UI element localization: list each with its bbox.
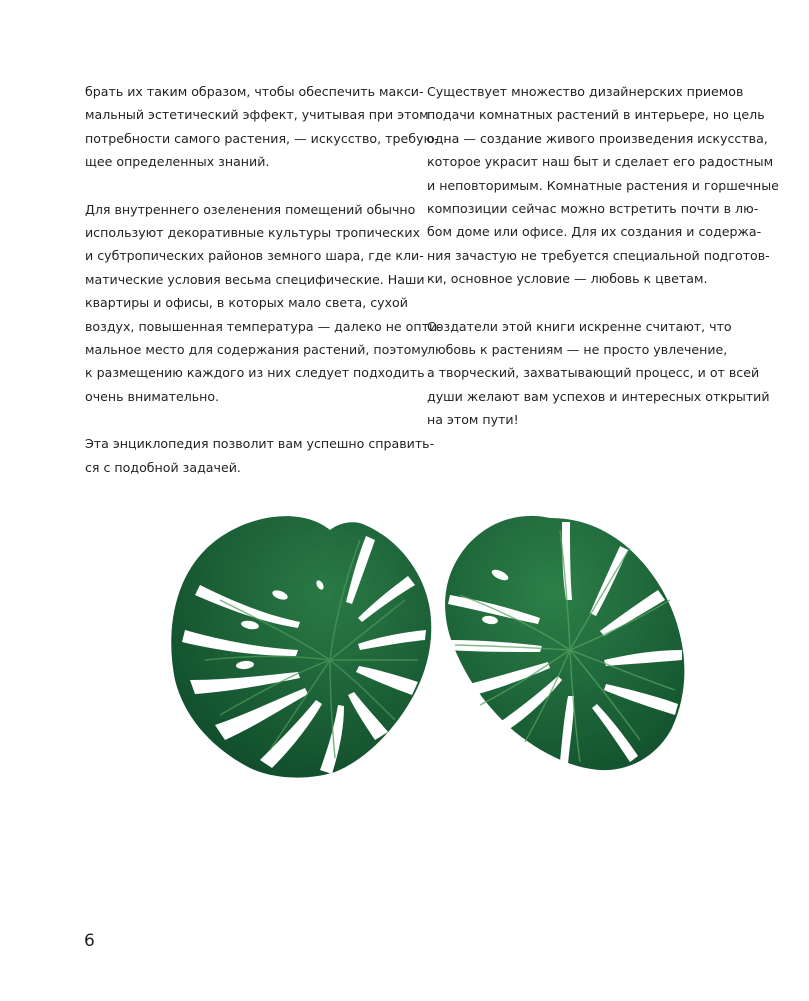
paragraph (85, 198, 442, 409)
text-line: мальное место для содержания растений, поэтому (85, 342, 429, 358)
page-number: 6 (84, 931, 95, 951)
text-line: на этом пути! (427, 412, 519, 428)
text-line: Существует множество дизайнерских приемов (427, 84, 744, 99)
text-line: любовь к растениям — не просто увлечение, (427, 342, 728, 358)
text-line: одна — создание живого произведения искусства, (427, 130, 768, 146)
text-column-right (427, 80, 779, 456)
text-line: используют декоративные культуры тропических (85, 225, 421, 241)
paragraph (427, 315, 770, 432)
text-line: которое украсит наш быт и сделает его радостным (427, 154, 774, 170)
text-line: и субтропических районов земного шара, где кли- (85, 248, 424, 264)
text-line: композиции сейчас можно встретить почти в лю- (427, 201, 759, 217)
paragraph (85, 432, 435, 479)
monstera-leaf-icon (171, 516, 431, 777)
text-line: к размещению каждого из них следует подходить (85, 365, 425, 381)
text-line: Эта энциклопедия позволит вам успешно справить- (85, 436, 435, 452)
text-line: матические условия весьма специфические. Наши (85, 271, 425, 287)
text-line: ся с подобной задачей. (85, 459, 241, 475)
text-line: квартиры и офисы, в которых мало света, сухой (85, 295, 408, 311)
text-line: мальный эстетический эффект, учитывая при этом (85, 107, 429, 123)
text-line: воздух, повышенная температура — далеко не опти- (85, 318, 442, 334)
paragraph (427, 80, 779, 291)
text-line: Создатели этой книги искренне считают, что (427, 318, 732, 334)
text-line: Для внутреннего озеленения помещений обычно (85, 201, 416, 217)
text-line: брать их таким образом, чтобы обеспечить макси- (85, 84, 424, 99)
text-line: потребности самого растения, — искусство, требую- (85, 130, 439, 146)
text-line: подачи комнатных растений в интерьере, но цель (427, 107, 765, 123)
monstera-illustration (160, 500, 700, 790)
text-line: бом доме или офисе. Для их создания и содержа- (427, 224, 762, 240)
text-line: ки, основное условие — любовь к цветам. (427, 271, 708, 287)
text-line: ния зачастую не требуется специальной подготов- (427, 247, 770, 263)
text-line: а творческий, захватывающий процесс, и от всей (427, 365, 760, 381)
text-line: щее определенных знаний. (85, 154, 270, 170)
monstera-leaves-svg (160, 500, 700, 790)
text-line: души желают вам успехов и интересных открытий (427, 388, 770, 404)
text-line: очень внимательно. (85, 388, 220, 404)
text-column-left (85, 80, 442, 503)
paragraph (85, 80, 439, 174)
text-line: и неповторимым. Комнатные растения и горшечные (427, 177, 779, 193)
monstera-leaf-icon (445, 516, 684, 770)
